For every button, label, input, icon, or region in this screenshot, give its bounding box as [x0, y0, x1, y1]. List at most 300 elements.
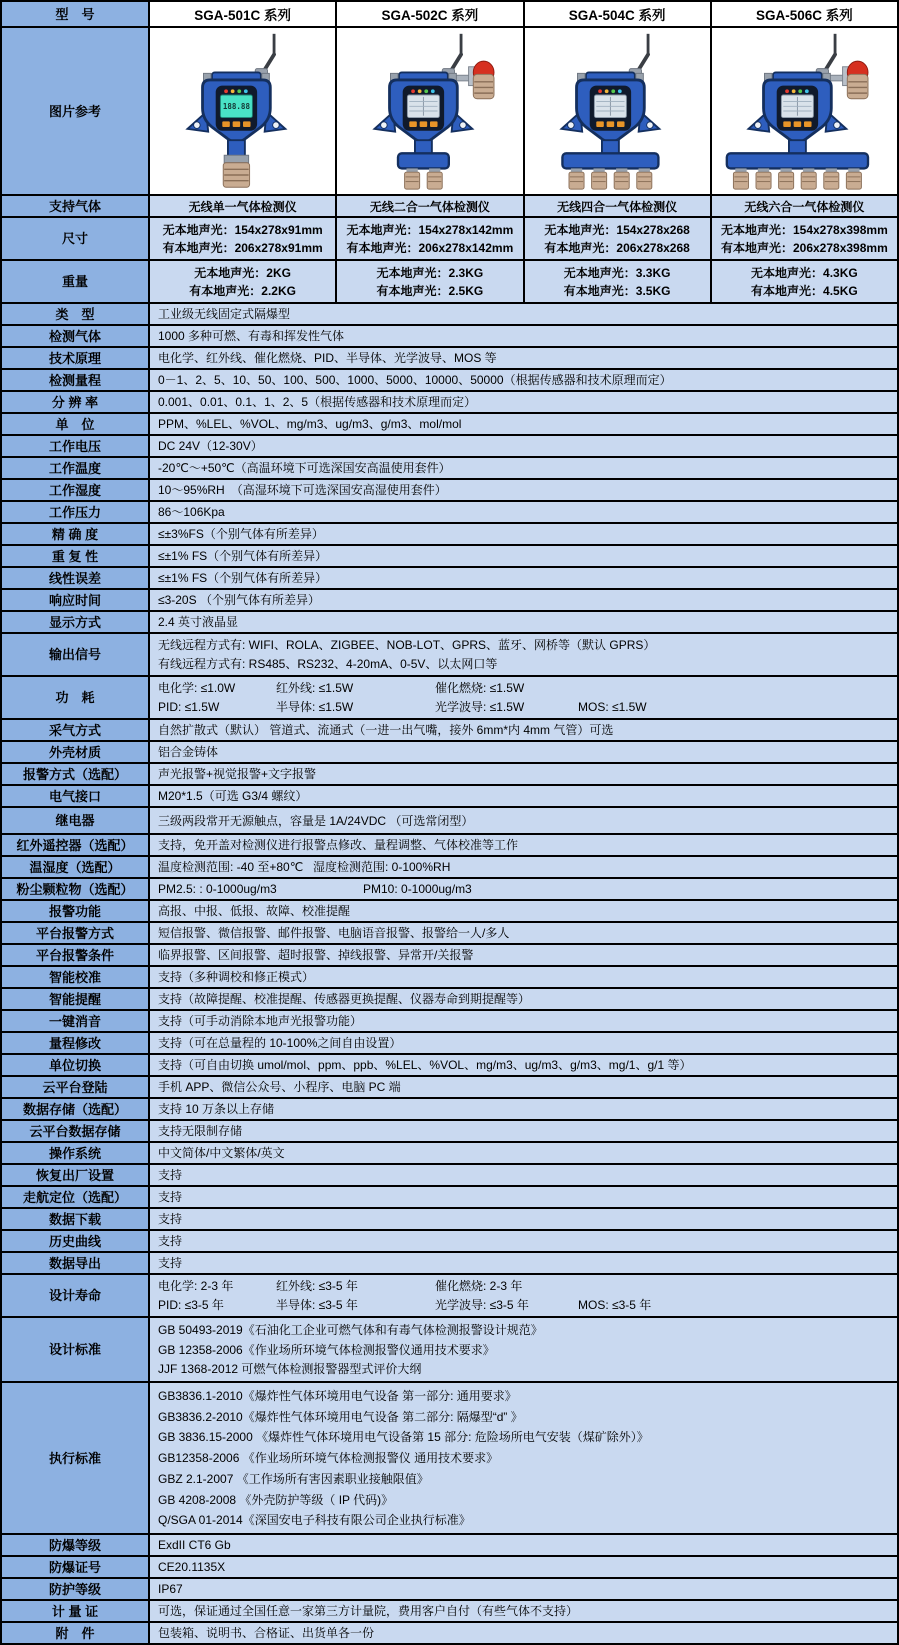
- device-image-sga-501c: [150, 28, 337, 194]
- spec-value: 无线二合一气体检测仪: [369, 199, 490, 214]
- spec-value: 1000 多种可燃、有毒和挥发性气体: [158, 329, 345, 343]
- device-button-icon: [420, 121, 428, 127]
- spec-value: PID: ≤1.5W: [158, 700, 220, 714]
- row-label: 操作系统: [2, 1143, 150, 1163]
- spec-cell: [150, 1165, 897, 1185]
- manifold: [398, 153, 449, 168]
- spec-cell: [712, 261, 897, 302]
- table-row: [2, 368, 897, 390]
- status-led-icon: [805, 89, 809, 93]
- status-led-icon: [431, 89, 435, 93]
- spec-value: GB 50493-2019《石油化工企业可燃气体和有毒气体检测报警设计规范》: [158, 1322, 543, 1337]
- antenna-icon: [442, 34, 461, 77]
- spec-value: ≤±1% FS（个别气体有所差异）: [158, 549, 328, 563]
- device-button-icon: [596, 121, 604, 127]
- antenna-icon: [255, 34, 274, 77]
- lcd-screen: [782, 95, 814, 118]
- spec-value: 86～106Kpa: [158, 505, 225, 519]
- row-label: 防爆等级: [2, 1535, 150, 1555]
- status-led-icon: [799, 89, 803, 93]
- row-label: 红外遥控器（选配）: [2, 835, 150, 855]
- spec-value: 光学波导: ≤1.5W: [435, 700, 525, 714]
- row-label: 线性误差: [2, 568, 150, 588]
- table-row: [2, 1621, 897, 1643]
- spec-value: JJF 1368-2012 可燃气体检测报警器型式评价大纲: [158, 1362, 422, 1377]
- lcd-screen: [595, 95, 627, 118]
- sensor-head-icon: [779, 168, 794, 189]
- row-label: 检测量程: [2, 370, 150, 390]
- spec-value: PM10: 0-1000ug/m3: [363, 882, 472, 896]
- row-label: 显示方式: [2, 612, 150, 632]
- spec-value: 支持（可手动消除本地声光报警功能）: [158, 1014, 363, 1028]
- row-label: 云平台数据存储: [2, 1121, 150, 1141]
- spec-value: IP67: [158, 1582, 183, 1596]
- spec-cell: [150, 967, 897, 987]
- row-label: 设计寿命: [2, 1275, 150, 1316]
- spec-value: 湿度检测范围: 0-100%RH: [313, 860, 451, 874]
- table-row: [2, 855, 897, 877]
- table-row: [2, 434, 897, 456]
- spec-cell: [150, 326, 897, 346]
- spec-cell: [150, 480, 897, 500]
- spec-value: 中文简体/中文繁体/英文: [158, 1146, 285, 1160]
- table-row: [2, 1533, 897, 1555]
- spec-value: 可选，保证通过全国任意一家第三方计量院，费用客户自付（有些气体不支持）: [158, 1604, 579, 1618]
- spec-value: 光学波导: ≤3-5 年: [435, 1298, 529, 1312]
- spec-value: ExdII CT6 Gb: [158, 1538, 231, 1552]
- device-button-icon: [794, 121, 802, 127]
- spec-value: 有本地声光：206x278x268: [544, 241, 690, 256]
- spec-value: 短信报警、微信报警、邮件报警、电脑语音报警、报警给一人/多人: [158, 926, 510, 940]
- spec-cell: [150, 261, 337, 302]
- table-row: [2, 456, 897, 478]
- spec-value: 半导体: ≤1.5W: [276, 700, 354, 714]
- table-row: [2, 1273, 897, 1316]
- spec-cell: [150, 1187, 897, 1207]
- spec-value: 无本地声光：154x278x268: [544, 222, 690, 237]
- table-row: [2, 588, 897, 610]
- table-row: [2, 390, 897, 412]
- spec-value: PPM、%LEL、%VOL、mg/m3、ug/m3、g/m3、mol/mol: [158, 417, 462, 431]
- spec-cell: [150, 742, 897, 762]
- spec-value: 三级两段常开无源触点，容量是 1A/24VDC （可选常闭型）: [158, 813, 474, 828]
- spec-cell: [150, 568, 897, 588]
- table-row: [2, 259, 897, 302]
- spec-value: GB3836.1-2010《爆炸性气体环境用电气设备 第一部分: 通用要求》: [158, 1388, 517, 1403]
- spec-value: 无线单一气体检测仪: [188, 199, 297, 214]
- row-label: 单位切换: [2, 1055, 150, 1075]
- spec-cell: [150, 546, 897, 566]
- row-label: 附 件: [2, 1623, 150, 1643]
- row-label: 数据下载: [2, 1209, 150, 1229]
- spec-cell: [712, 196, 897, 216]
- spec-cell: [150, 1535, 897, 1555]
- spec-value: 支持: [158, 1234, 183, 1248]
- spec-value: 支持: [158, 1168, 183, 1182]
- model-header: SGA-504C 系列: [525, 2, 712, 26]
- spec-value: 支持，免开盖对检测仪进行报警点修改、量程调整、气体校准等工作: [158, 838, 519, 852]
- model-header: SGA-506C 系列: [712, 2, 897, 26]
- spec-value: 0－1、2、5、10、50、100、500、1000、5000、10000、50000（根据传感器和技术原理而定）: [158, 373, 672, 387]
- manifold: [563, 153, 659, 168]
- row-label: 报警功能: [2, 901, 150, 921]
- spec-value: 红外线: ≤1.5W: [276, 681, 354, 695]
- spec-cell: [525, 218, 712, 259]
- spec-cell: [150, 348, 897, 368]
- spec-value: MOS: ≤3-5 年: [578, 1298, 652, 1312]
- spec-value: 电化学: 2-3 年: [158, 1279, 234, 1293]
- spec-value: GB3836.2-2010《爆炸性气体环境用电气设备 第二部分: 隔爆型“d” 》: [158, 1409, 523, 1424]
- spec-value: 手机 APP、微信公众号、小程序、电脑 PC 端: [158, 1080, 401, 1094]
- sensor-head-icon: [734, 168, 749, 189]
- table-row: [2, 1119, 897, 1141]
- table-row: [2, 1163, 897, 1185]
- spec-value: 无本地声光：154x278x142mm: [346, 222, 514, 237]
- svg-text:188.88: 188.88: [222, 102, 250, 112]
- table-row: [2, 544, 897, 566]
- spec-value: 支持: [158, 1190, 183, 1204]
- spec-cell: [150, 612, 897, 632]
- sensor-head-icon: [592, 168, 607, 189]
- spec-cell: [150, 1275, 897, 1316]
- device-button-icon: [607, 121, 615, 127]
- row-label: 电气接口: [2, 786, 150, 806]
- row-label: 继电器: [2, 808, 150, 833]
- manifold: [727, 153, 868, 168]
- row-label: 历史曲线: [2, 1231, 150, 1251]
- spec-cell: [150, 304, 897, 324]
- spec-value: DC 24V（12-30V）: [158, 439, 263, 453]
- status-led-icon: [605, 89, 609, 93]
- spec-cell: [337, 261, 524, 302]
- spec-cell: [150, 808, 897, 833]
- spec-cell: [337, 218, 524, 259]
- row-label: 平台报警方式: [2, 923, 150, 943]
- spec-value: ≤±3%FS（个别气体有所差异）: [158, 527, 324, 541]
- table-row: [2, 675, 897, 718]
- row-label: 设计标准: [2, 1318, 150, 1381]
- row-label: 平台报警条件: [2, 945, 150, 965]
- row-label: 防爆证号: [2, 1557, 150, 1577]
- spec-value: 电化学、红外线、催化燃烧、PID、半导体、光学波导、MOS 等: [158, 351, 497, 365]
- row-label: 数据存储（选配）: [2, 1099, 150, 1119]
- table-row: [2, 412, 897, 434]
- sensor-head-icon: [802, 168, 817, 189]
- sensor-head-icon: [569, 168, 584, 189]
- spec-value: 无本地声光：2KG: [194, 265, 291, 280]
- table-row: [2, 877, 897, 899]
- table-row: [2, 943, 897, 965]
- table-row: [2, 784, 897, 806]
- spec-value: 高报、中报、低报、故障、校准提醒: [158, 904, 351, 918]
- table-row: [2, 2, 897, 26]
- spec-value: -20℃～+50℃（高温环境下可选深国安高温使用套件）: [158, 461, 451, 475]
- spec-value: 临界报警、区间报警、超时报警、掉线报警、异常开/关报警: [158, 948, 474, 962]
- status-led-icon: [230, 89, 234, 93]
- status-led-icon: [411, 89, 415, 93]
- spec-value: 支持（可在总量程的 10-100%之间自由设置）: [158, 1036, 402, 1050]
- spec-value: GB 3836.15-2000 《爆炸性气体环境用电气设备第 15 部分: 危险场所电气安装（煤矿除外）》: [158, 1430, 649, 1445]
- row-label: 防护等级: [2, 1579, 150, 1599]
- spec-cell: [150, 945, 897, 965]
- spec-value: 有本地声光：4.5KG: [751, 284, 858, 299]
- row-label: 温湿度（选配）: [2, 857, 150, 877]
- row-label: 工作湿度: [2, 480, 150, 500]
- spec-value: 有本地声光：206x278x398mm: [720, 241, 888, 256]
- model-header: SGA-501C 系列: [150, 2, 337, 26]
- spec-cell: [150, 1557, 897, 1577]
- spec-cell: [150, 590, 897, 610]
- row-label: 量程修改: [2, 1033, 150, 1053]
- spec-value: 声光报警+视觉报警+文字报警: [158, 767, 317, 781]
- spec-cell: [150, 1143, 897, 1163]
- table-row: [2, 26, 897, 194]
- device-illustration: [526, 31, 708, 191]
- spec-value: GB 4208-2008 《外壳防护等级（ IP 代码)》: [158, 1492, 394, 1507]
- table-row: [2, 522, 897, 544]
- table-row: [2, 806, 897, 833]
- spec-cell: [150, 502, 897, 522]
- status-led-icon: [792, 89, 796, 93]
- sensor-head-icon: [824, 168, 839, 189]
- spec-value: 2.4 英寸液晶显: [158, 615, 239, 629]
- status-led-icon: [418, 89, 422, 93]
- spec-value: 有本地声光：3.5KG: [563, 284, 671, 299]
- sensor-head-icon: [427, 168, 442, 189]
- spec-cell: [712, 218, 897, 259]
- row-label: 技术原理: [2, 348, 150, 368]
- spec-value: 铝合金铸体: [158, 745, 219, 759]
- spec-value: 包装箱、说明书、合格证、出货单各一份: [158, 1626, 375, 1640]
- table-row: [2, 1053, 897, 1075]
- spec-value: 支持（可自由切换 umol/mol、ppm、ppb、%LEL、%VOL、mg/m3、ug/m3、g/m3、mg/1、g/1 等）: [158, 1058, 692, 1072]
- spec-value: GB 12358-2006《作业场所环境气体检测报警仪通用技术要求》: [158, 1342, 495, 1357]
- spec-value: ≤±1% FS（个别气体有所差异）: [158, 571, 328, 585]
- spec-cell: [525, 196, 712, 216]
- device-button-icon: [804, 121, 812, 127]
- spec-cell: [150, 857, 897, 877]
- spec-cell: [150, 414, 897, 434]
- spec-cell: [150, 1601, 897, 1621]
- row-label: 分 辨 率: [2, 392, 150, 412]
- spec-value: 催化燃烧: ≤1.5W: [435, 681, 525, 695]
- table-row: [2, 718, 897, 740]
- lcd-screen: [220, 95, 252, 118]
- device-illustration: [339, 31, 521, 191]
- spec-cell: [150, 764, 897, 784]
- table-row: [2, 1075, 897, 1097]
- status-led-icon: [424, 89, 428, 93]
- row-label: 重 复 性: [2, 546, 150, 566]
- row-label: 计 量 证: [2, 1601, 150, 1621]
- spec-cell: [150, 1318, 897, 1381]
- spec-value: GB12358-2006 《作业场所环境气体检测报警仪 通用技术要求》: [158, 1451, 499, 1465]
- spec-cell: [150, 835, 897, 855]
- spec-cell: [337, 196, 524, 216]
- antenna-icon: [817, 34, 836, 77]
- table-row: [2, 1031, 897, 1053]
- spec-value: M20*1.5（可选 G3/4 螺纹）: [158, 789, 308, 803]
- spec-value: CE20.1135X: [158, 1560, 226, 1574]
- table-row: [2, 1207, 897, 1229]
- row-label: 一键消音: [2, 1011, 150, 1031]
- table-row: [2, 987, 897, 1009]
- device-button-icon: [222, 121, 230, 127]
- table-row: [2, 194, 897, 216]
- row-label: 云平台登陆: [2, 1077, 150, 1097]
- spec-cell: [150, 1623, 897, 1643]
- device-button-icon: [784, 121, 792, 127]
- spec-cell: [150, 392, 897, 412]
- spec-value: 有本地声光：2.2KG: [189, 284, 296, 299]
- table-row: [2, 324, 897, 346]
- sensor-head-icon: [847, 168, 862, 189]
- table-row: [2, 1141, 897, 1163]
- spec-value: 支持 10 万条以上存储: [158, 1102, 275, 1116]
- spec-value: 无本地声光：154x278x398mm: [720, 222, 888, 237]
- table-row: [2, 1251, 897, 1273]
- spec-value: 无本地声光：2.3KG: [376, 265, 484, 280]
- spec-value: 半导体: ≤3-5 年: [276, 1298, 358, 1312]
- table-row: [2, 1185, 897, 1207]
- spec-value: 无线远程方式有: WIFI、ROLA、ZIGBEE、NOB-LOT、GPRS、蓝牙、网桥等（默认 GPRS）: [158, 638, 656, 652]
- table-row: [2, 610, 897, 632]
- spec-cell: [150, 1033, 897, 1053]
- table-row: [2, 921, 897, 943]
- spec-cell: [150, 1077, 897, 1097]
- row-label: 报警方式（选配）: [2, 764, 150, 784]
- spec-cell: [150, 720, 897, 740]
- row-label: 重量: [2, 261, 150, 302]
- table-row: [2, 478, 897, 500]
- sensor-head-icon: [756, 168, 771, 189]
- spec-value: 支持: [158, 1256, 183, 1270]
- table-row: [2, 1009, 897, 1031]
- spec-cell: [150, 524, 897, 544]
- device-image-sga-506c: [712, 28, 897, 194]
- spec-value: 有本地声光：206x278x142mm: [346, 241, 514, 256]
- spec-value: 0.001、0.01、0.1、1、2、5（根据传感器和技术原理而定）: [158, 395, 477, 409]
- row-label: 外壳材质: [2, 742, 150, 762]
- status-led-icon: [786, 89, 790, 93]
- device-image-sga-502c: [337, 28, 524, 194]
- device-button-icon: [243, 121, 251, 127]
- row-label: 工作压力: [2, 502, 150, 522]
- antenna-icon: [629, 34, 648, 77]
- table-row: [2, 833, 897, 855]
- spec-cell: [150, 923, 897, 943]
- row-label: 智能校准: [2, 967, 150, 987]
- spec-value: 工业级无线固定式隔爆型: [158, 307, 291, 321]
- device-button-icon: [617, 121, 625, 127]
- spec-cell: [150, 1055, 897, 1075]
- spec-cell: [150, 879, 897, 899]
- table-row: [2, 740, 897, 762]
- spec-value: 催化燃烧: 2-3 年: [435, 1279, 523, 1293]
- spec-value: MOS: ≤1.5W: [578, 700, 647, 714]
- spec-value: PM2.5: : 0-1000ug/m3: [158, 882, 277, 896]
- sensor-head-icon: [223, 155, 249, 187]
- table-row: [2, 899, 897, 921]
- spec-value: 支持无限制存储: [158, 1124, 243, 1138]
- spec-value: 有本地声光：206x278x91mm: [162, 241, 323, 256]
- status-led-icon: [237, 89, 241, 93]
- table-row: [2, 1555, 897, 1577]
- device-button-icon: [409, 121, 417, 127]
- status-led-icon: [618, 89, 622, 93]
- spec-cell: [150, 370, 897, 390]
- spec-cell: [150, 218, 337, 259]
- spec-value: 无本地声光：4.3KG: [751, 265, 858, 280]
- row-label: 工作电压: [2, 436, 150, 456]
- row-label: 粉尘颗粒物（选配）: [2, 879, 150, 899]
- spec-value: Q/SGA 01-2014《深国安电子科技有限公司企业执行标准》: [158, 1513, 471, 1528]
- table-row: [2, 1599, 897, 1621]
- spec-value: 无线四合一气体检测仪: [557, 199, 678, 214]
- row-label: 走航定位（选配）: [2, 1187, 150, 1207]
- row-label: 响应时间: [2, 590, 150, 610]
- spec-value: 支持（多种调校和修正模式）: [158, 970, 315, 984]
- spec-value: 红外线: ≤3-5 年: [276, 1279, 358, 1293]
- spec-cell: [150, 677, 897, 718]
- row-label: 精 确 度: [2, 524, 150, 544]
- spec-cell: [150, 196, 337, 216]
- spec-cell: [150, 989, 897, 1009]
- device-button-icon: [430, 121, 438, 127]
- row-label: 检测气体: [2, 326, 150, 346]
- table-row: [2, 1316, 897, 1381]
- spec-value: 有线远程方式有: RS485、RS232、4-20mA、0-5V、以太网口等: [158, 657, 498, 671]
- row-label: 采气方式: [2, 720, 150, 740]
- spec-value: 10～95%RH （高湿环境下可选深国安高湿使用套件）: [158, 483, 447, 497]
- spec-cell: [150, 1121, 897, 1141]
- row-label: 支持气体: [2, 196, 150, 216]
- row-label: 图片参考: [2, 28, 150, 194]
- spec-value: 无本地声光：3.3KG: [563, 265, 671, 280]
- status-led-icon: [611, 89, 615, 93]
- spec-cell: [150, 458, 897, 478]
- row-label: 执行标准: [2, 1383, 150, 1533]
- device-button-icon: [232, 121, 240, 127]
- spec-cell: [150, 1099, 897, 1119]
- spec-value: ≤3-20S （个别气体有所差异）: [158, 593, 320, 607]
- device-illustration: [152, 31, 334, 191]
- table-row: [2, 1097, 897, 1119]
- spec-value: 无本地声光：154x278x91mm: [162, 222, 323, 237]
- table-row: [2, 216, 897, 259]
- spec-cell: [150, 1579, 897, 1599]
- row-label: 工作温度: [2, 458, 150, 478]
- table-row: [2, 346, 897, 368]
- spec-cell: [150, 1253, 897, 1273]
- spec-value: 支持: [158, 1212, 183, 1226]
- spec-value: 温度检测范围: -40 至+80℃: [158, 860, 304, 874]
- spec-cell: [150, 1209, 897, 1229]
- sensor-head-icon: [404, 168, 419, 189]
- spec-value: 有本地声光：2.5KG: [376, 284, 484, 299]
- status-led-icon: [224, 89, 228, 93]
- table-row: [2, 302, 897, 324]
- device-illustration: [713, 31, 895, 191]
- spec-value: 无线六合一气体检测仪: [744, 199, 865, 214]
- table-row: [2, 1229, 897, 1251]
- lcd-screen: [407, 95, 439, 118]
- spec-cell: [150, 786, 897, 806]
- row-label: 单 位: [2, 414, 150, 434]
- status-led-icon: [244, 89, 248, 93]
- spec-value: 支持（故障提醒、校准提醒、传感器更换提醒、仪器寿命到期提醒等）: [158, 992, 531, 1006]
- row-label: 智能提醒: [2, 989, 150, 1009]
